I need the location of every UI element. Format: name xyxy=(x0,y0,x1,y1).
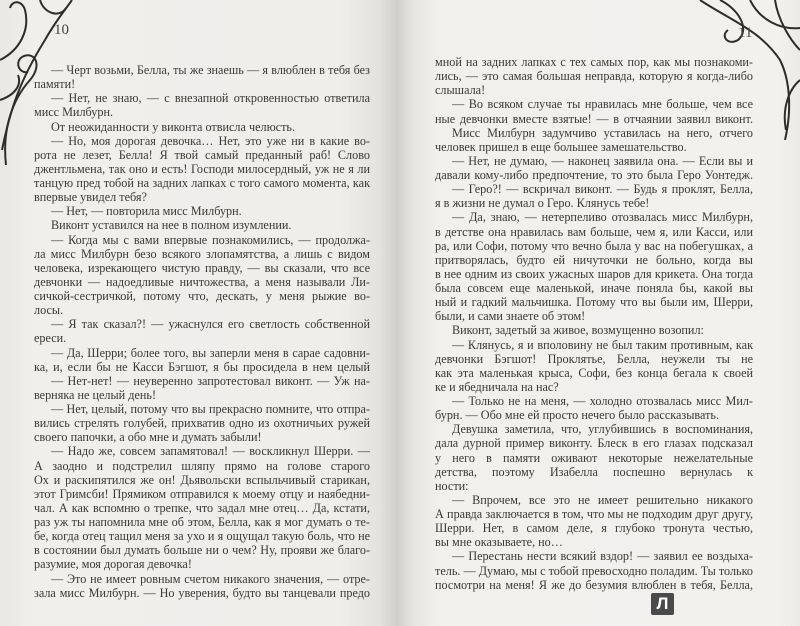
text-line: разумие, моя дорогая девочка! xyxy=(34,557,192,572)
right-page xyxy=(398,0,800,626)
text-line: — Я так сказал?! — ужаснулся его светлость собственной xyxy=(51,317,370,332)
text-line: — Это не имеет ровным счетом никакого значения, — отре- xyxy=(51,571,370,586)
text-line: как эта маленькая крыса, Софи, без конца бегала к своей xyxy=(435,365,753,380)
text-line: в детстве она нравилась вам больше, чем я, или Касси, или xyxy=(435,224,753,239)
text-line: были, и сами знаете об этом! xyxy=(435,309,586,324)
text-line: — Да, знаю, — нетерпеливо отозвалась мисс Милбурн, xyxy=(452,210,753,225)
text-line: — Черт возьми, Белла, ты же знаешь — я влюблен в тебя без xyxy=(51,63,370,77)
text-line: Девушка заметила, что, углубившись в воспоминания, xyxy=(452,422,753,437)
text-line: ка, и, если бы не Касси Бэгшот, я бы просидела в нем целый xyxy=(34,359,370,374)
text-line: в нее одним из своих ужасных шаров для крикета. Она тогда xyxy=(435,266,753,281)
text-line: — Надо же, совсем запамятовал! — воскликнул Шерри. — xyxy=(51,444,370,459)
litres-watermark-logo: Л xyxy=(651,593,674,615)
text-line: — Нет, целый, потому что вы прекрасно помните, что отпра- xyxy=(51,402,370,416)
text-line: ла мисс Милбурн безо всякого злопамятства, а лишь с видом xyxy=(34,246,370,261)
text-line: ный и гадкий мальчишка. Потому что вы были им, Шерри, xyxy=(435,295,753,310)
text-line: А правда заключается в том, что мы не подходим друг другу, xyxy=(435,507,753,521)
text-line: памяти! xyxy=(34,77,76,92)
text-line: лись, — это самая большая неправда, которую я когда-либо xyxy=(435,69,753,84)
text-line: в состоянии был думать больше ни о чем? Ну, прояви же благо- xyxy=(34,543,370,558)
text-line: — Только не на меня, — холодно отозвалась мисс Мил- xyxy=(452,394,753,408)
text-line: впервые увидел тебя? xyxy=(34,190,147,205)
text-line: человека, изрекающего чистую правду, — вы сказали, что все xyxy=(34,260,370,275)
text-line: чал. А как вспомню о трепке, что задал мне отец… Да, кстати, xyxy=(34,500,370,515)
text-line: лосы. xyxy=(34,303,64,318)
text-line: — Нет, не знаю, — с внезапной откровенностью ответила xyxy=(51,91,370,106)
text-line: — Да, Шерри; более того, вы заперли меня в сарае садовни- xyxy=(51,345,370,360)
text-line: — Нет, не думаю, — наконец заявила она. — Если вы и xyxy=(452,153,753,168)
text-line: — Нет, — повторила мисс Милбурн. xyxy=(51,204,242,219)
text-line: ке и ябедничала на нас? xyxy=(435,379,559,394)
text-line: зала мисс Милбурн. — Но уверения, будто вы танцевали предо xyxy=(34,585,370,600)
text-line: — Перестань нести всякий вздор! — заявил ее воздыха- xyxy=(452,549,753,564)
text-line: я в жизни не думал о Геро. Клянусь тебе! xyxy=(435,196,650,211)
text-line: тель. — Думаю, мы с тобой превосходно поладим. Ты только xyxy=(435,563,753,578)
text-line: вы мне оказываете, но… xyxy=(435,535,563,550)
text-line: сичкой-сестричкой, потому что, дескать, у меня рыжие во- xyxy=(34,289,370,303)
text-line: детства, поэтому Изабелла поспешно вернулась к xyxy=(435,464,753,479)
text-line: Мисс Милбурн задумчиво уставилась на него, отчего xyxy=(452,125,753,140)
text-line: слышала! xyxy=(435,83,486,98)
text-line: ные девчонки вместе взятые! — в отчаянии заявил виконт. xyxy=(435,111,753,126)
text-line: мной на задних лапках с тех самых пор, как мы познакоми- xyxy=(435,55,753,69)
text-line: А заодно и подстрелил шляпу прямо на голове старого xyxy=(34,458,370,473)
right-page-text xyxy=(435,55,753,592)
text-line: бе, когда отец тащил меня за ухо и я ощущал такую боль, что не xyxy=(34,529,370,544)
text-line: бурн. — Обо мне ей просто нечего было рассказывать. xyxy=(435,408,720,423)
text-line: ереси. xyxy=(34,331,67,346)
text-line: джентльмена, так оно и есть! Господи милосердный, уж не я ли xyxy=(34,161,370,176)
text-line: Виконт, задетый за живое, возмущенно возопил: xyxy=(452,323,704,338)
text-line: была совсем еще маленькой, иначе поняла бы, какой вы xyxy=(435,281,753,295)
text-line: Шерри. Нет, в самом деле, я глубоко тронута честью, xyxy=(435,521,753,536)
text-line: — Но, моя дорогая девочка… Нет, это уже ни в какие во- xyxy=(51,133,370,148)
text-line: танцую пред тобой на задних лапках с того самого момента, как xyxy=(34,176,370,190)
text-line: человек пришел в еще большее замешательство. xyxy=(435,139,687,154)
text-line: девчонки Бэгшот! Проклятье, Белла, неужели ты не xyxy=(435,351,753,366)
text-line: — Геро?! — вскричал виконт. — Будь я проклят, Белла, xyxy=(452,182,753,197)
text-line: у него в памяти оживают некоторые нежелательные xyxy=(435,450,753,465)
text-line: — Во всяком случае ты нравилась мне больше, чем все xyxy=(452,97,753,112)
text-line: — Клянусь, я и вполовину не был таким противным, как xyxy=(452,337,753,352)
text-line: девчонки — надоедливые ничтожества, а меня называли Ли- xyxy=(34,274,370,289)
page-number: 11 xyxy=(738,25,753,41)
text-line: ности: xyxy=(435,478,469,493)
text-line: давали кому-либо предпочтение, то это была Геро Уонтедж. xyxy=(435,168,753,182)
text-line: Ох и раскипятился же он! Дьявольски вспыльчивый старикан, xyxy=(34,472,370,487)
text-line: — Когда мы с вами впервые познакомились, — продолжа- xyxy=(51,232,370,247)
left-page xyxy=(0,0,398,626)
text-line: своего папочки, а обо мне и думать забыли! xyxy=(34,430,262,445)
text-line: притворялась, будто ей ничуточки не больно, когда вы xyxy=(435,252,753,267)
text-line: ра, или Софи, потому что вечно была у вас на побегушках, а xyxy=(435,238,753,253)
text-line: Виконт уставился на нее в полном изумлении. xyxy=(51,218,292,233)
text-line: вились стрелять голубей, прихватив одно из охотничьих ружей xyxy=(34,416,370,431)
text-line: раз уж ты напомнила мне об этом, Белла, как я мог думать о те- xyxy=(34,515,370,529)
left-page-text xyxy=(34,63,370,600)
text-line: посмотри на меня! Я же до безумия влюблен в тебя, Белла, xyxy=(435,577,753,592)
page-number: 10 xyxy=(54,22,69,38)
text-line: этот Гримсби! Прямиком отправился к моему отцу и наябедни- xyxy=(34,486,370,501)
text-line: мисс Милбурн. xyxy=(34,105,114,120)
text-line: дала дурной пример виконту. Блеск в его глазах подсказал xyxy=(435,436,753,451)
text-line: — Нет-нет! — неуверенно запротестовал виконт. — Уж на- xyxy=(51,373,370,388)
text-line: верняка не целый день! xyxy=(34,387,157,402)
text-line: — Впрочем, все это не имеет решительно никакого xyxy=(452,492,753,507)
text-line: рота не лезет, Белла! Я твой самый преданный раб! Слово xyxy=(34,147,370,162)
text-line: От неожиданности у виконта отвисла челюсть. xyxy=(51,119,296,134)
